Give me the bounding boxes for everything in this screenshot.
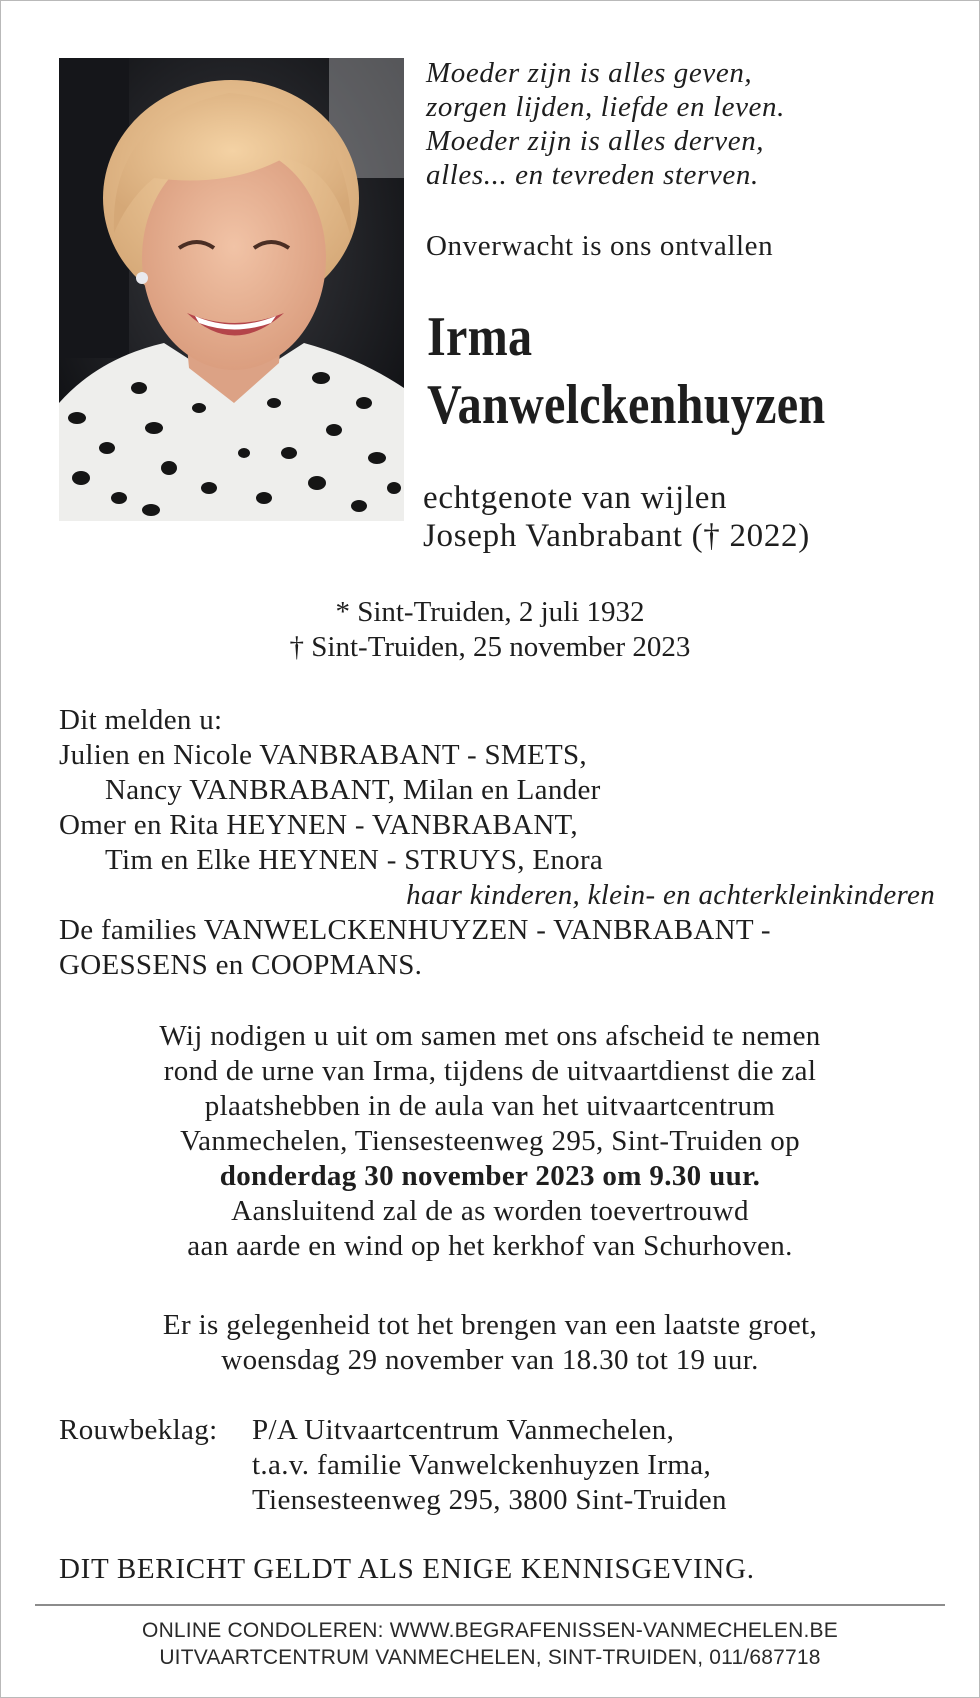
invitation-line: aan aarde en wind op het kerkhof van Schurhoven.	[187, 1230, 793, 1262]
address-line: P/A Uitvaartcentrum Vanmechelen,	[252, 1414, 675, 1446]
spouse-info	[423, 479, 810, 555]
invitation-line: Vanmechelen, Tiensesteenweg 295, Sint-Truiden op	[180, 1125, 800, 1157]
official-notice: DIT BERICHT GELDT ALS ENIGE KENNISGEVING.	[59, 1553, 755, 1585]
poem	[426, 56, 785, 192]
spouse-line-1: echtgenote van wijlen	[423, 480, 728, 516]
family-line: Tim en Elke HEYNEN - STRUYS, Enora	[105, 844, 604, 876]
visitation-line: woensdag 29 november van 18.30 tot 19 uur.	[221, 1344, 759, 1376]
invitation-line: Aansluitend zal de as worden toevertrouwd	[231, 1195, 749, 1227]
poem-line: Moeder zijn is alles geven,	[426, 57, 753, 89]
visitation-line: Er is gelegenheid tot het brengen van een laatste groet,	[162, 1309, 818, 1341]
online-condolence-link[interactable]: ONLINE CONDOLEREN: WWW.BEGRAFENISSEN-VANMECHELEN.BE	[142, 1619, 838, 1642]
address-line: t.a.v. familie Vanwelckenhuyzen Irma,	[252, 1449, 712, 1481]
address-line: Tiensesteenweg 295, 3800 Sint-Truiden	[252, 1484, 727, 1516]
birth-date: * Sint-Truiden, 2 juli 1932	[335, 596, 645, 628]
deceased-name	[427, 303, 825, 439]
service-date: donderdag 30 november 2023 om 9.30 uur.	[219, 1160, 761, 1192]
life-dates	[1, 595, 979, 665]
funeral-invitation	[1, 1019, 979, 1264]
family-line: Omer en Rita HEYNEN - VANBRABANT,	[59, 809, 578, 841]
first-name: Irma	[427, 306, 533, 368]
families-line-2: GOESSENS en COOPMANS.	[59, 949, 423, 981]
poem-line: Moeder zijn is alles derven,	[426, 125, 765, 157]
invitation-line: rond de urne van Irma, tijdens de uitvaartdienst die zal	[163, 1055, 817, 1087]
condolence-address	[59, 1413, 727, 1518]
divider	[35, 1604, 945, 1606]
family-line: Julien en Nicole VANBRABANT - SMETS,	[59, 739, 587, 771]
portrait-photo	[59, 58, 404, 521]
poem-line: alles... en tevreden sterven.	[426, 159, 759, 191]
spouse-line-2: Joseph Vanbrabant († 2022)	[423, 518, 810, 554]
last-name: Vanwelckenhuyzen	[427, 374, 826, 436]
families-line-1: De families VANWELCKENHUYZEN - VANBRABANT -	[59, 914, 771, 946]
family-list	[59, 703, 939, 983]
poem-line: zorgen lijden, liefde en leven.	[426, 91, 785, 123]
footer	[1, 1617, 979, 1671]
family-heading: Dit melden u:	[59, 704, 223, 736]
invitation-line: Wij nodigen u uit om samen met ons afscheid te nemen	[159, 1020, 821, 1052]
condolence-label: Rouwbeklag:	[59, 1414, 218, 1446]
death-date: † Sint-Truiden, 25 november 2023	[289, 631, 691, 663]
family-line: Nancy VANBRABANT, Milan en Lander	[105, 774, 601, 806]
funeral-home-contact: UITVAARTCENTRUM VANMECHELEN, SINT-TRUIDEN, 011/687718	[159, 1646, 821, 1669]
visitation-info	[1, 1308, 979, 1378]
invitation-line: plaatshebben in de aula van het uitvaartcentrum	[204, 1090, 776, 1122]
portrait-photo-icon	[59, 58, 404, 521]
family-relation: haar kinderen, klein- en achterkleinkinderen	[406, 879, 935, 911]
intro-text: Onverwacht is ons ontvallen	[426, 230, 774, 262]
